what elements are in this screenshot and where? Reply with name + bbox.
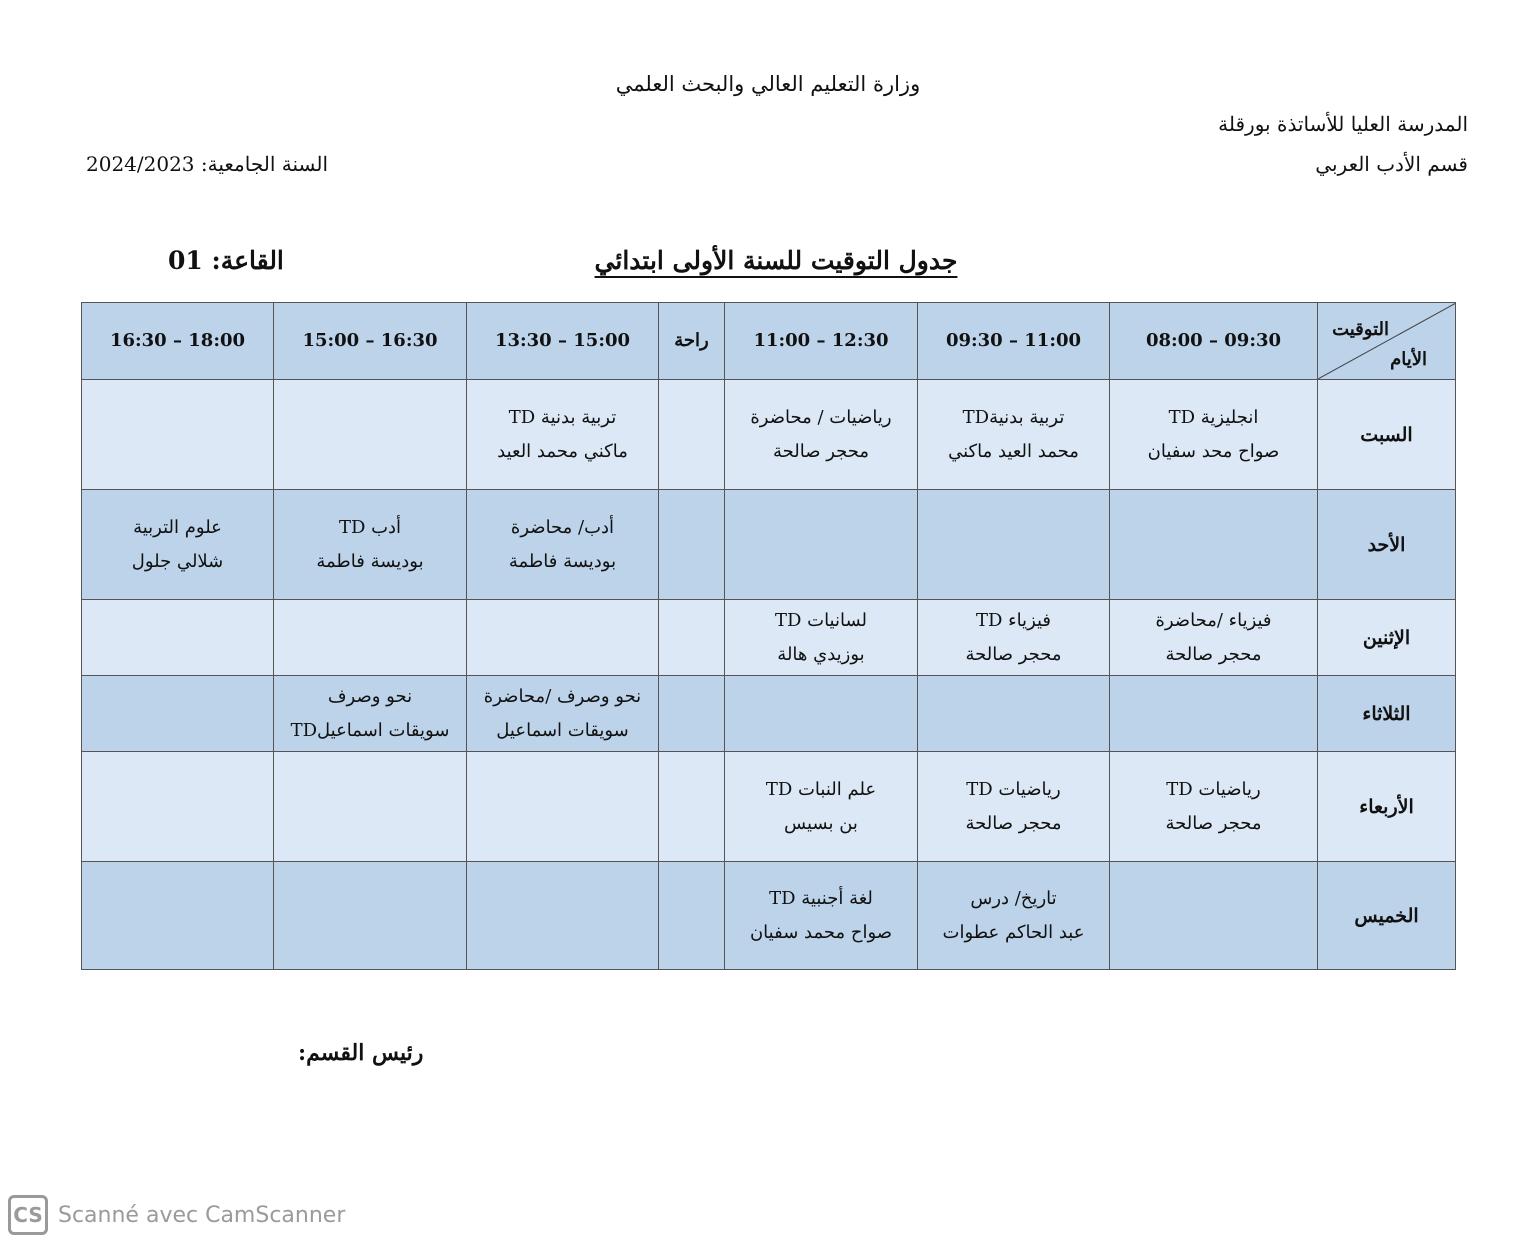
timetable-title: جدول التوقيت للسنة الأولى ابتدائي [594, 246, 958, 275]
session-cell [274, 380, 467, 490]
session-cell [274, 490, 467, 600]
break-cell [659, 380, 725, 490]
break-cell [659, 676, 725, 752]
session-cell [1110, 676, 1318, 752]
session-teacher: ماكني محمد العيد [497, 440, 628, 462]
session-cell [1110, 380, 1318, 490]
corner-time-label: التوقيت [1332, 319, 1389, 340]
session-teacher: بوديسة فاطمة [316, 550, 424, 572]
session-cell [725, 862, 918, 970]
session-cell [918, 490, 1110, 600]
session-teacher: محمد العيد ماكني [948, 440, 1079, 462]
timetable [81, 302, 1456, 970]
session-teacher: عبد الحاكم عطوات [942, 921, 1085, 943]
day-cell: الأحد [1318, 490, 1456, 600]
session-cell [467, 676, 659, 752]
session-course: لسانيات TD [774, 609, 868, 631]
session-course: تربية بدنيةTD [962, 406, 1065, 428]
session-cell [82, 490, 274, 600]
timetable-row [82, 676, 1456, 752]
department-name: قسم الأدب العربي [1315, 152, 1468, 176]
break-header-cell: راحة [659, 303, 725, 380]
session-cell [82, 752, 274, 862]
camscanner-watermark [8, 1195, 345, 1235]
day-cell: الخميس [1318, 862, 1456, 970]
session-teacher: محجر صالحة [772, 440, 870, 462]
time-slot-header: 11:00 – 09:30 [918, 303, 1110, 380]
session-cell [725, 676, 918, 752]
department-chief-label: رئيس القسم: [298, 1040, 424, 1066]
session-teacher: بوديسة فاطمة [508, 550, 617, 572]
session-cell [82, 380, 274, 490]
day-cell: السبت [1318, 380, 1456, 490]
session-cell [274, 676, 467, 752]
time-slot-header: 16:30 – 15:00 [274, 303, 467, 380]
session-teacher: صواح محمد سفيان [749, 921, 893, 943]
session-cell [918, 600, 1110, 676]
session-course: نحو وصرف /محاضرة [483, 685, 642, 707]
session-cell [467, 862, 659, 970]
session-course: رياضيات TD [1166, 778, 1261, 800]
session-teacher: محجر صالحة [1165, 643, 1262, 665]
timetable-row [82, 380, 1456, 490]
session-cell [274, 752, 467, 862]
session-course: تاريخ/ درس [970, 887, 1057, 909]
time-slot-header: 18:00 – 16:30 [82, 303, 274, 380]
session-course: لغة أجنبية TD [769, 887, 873, 909]
day-cell: الإثنين [1318, 600, 1456, 676]
session-cell [1110, 752, 1318, 862]
day-cell: الأربعاء [1318, 752, 1456, 862]
session-cell [274, 600, 467, 676]
timetable-row [82, 490, 1456, 600]
timetable-row [82, 752, 1456, 862]
session-cell [725, 600, 918, 676]
timetable-row [82, 600, 1456, 676]
break-cell [659, 600, 725, 676]
session-cell [1110, 862, 1318, 970]
session-course: انجليزية TD [1168, 406, 1259, 428]
academic-year: السنة الجامعية: 2024/2023 [86, 152, 329, 176]
break-cell [659, 490, 725, 600]
session-teacher: محجر صالحة [965, 643, 1062, 665]
session-cell [274, 862, 467, 970]
session-cell [725, 752, 918, 862]
timetable-row [82, 862, 1456, 970]
session-course: أدب/ محاضرة [510, 516, 615, 538]
session-cell [1110, 490, 1318, 600]
camscanner-logo-icon: CS [8, 1195, 48, 1235]
time-slot-header: 12:30 – 11:00 [725, 303, 918, 380]
timetable-header-row [82, 303, 1456, 380]
session-cell [467, 752, 659, 862]
time-slot-header: 15:00 – 13:30 [467, 303, 659, 380]
session-course: تربية بدنية TD [508, 406, 617, 428]
session-course: رياضيات TD [966, 778, 1061, 800]
session-cell [725, 380, 918, 490]
session-cell [918, 676, 1110, 752]
session-cell [467, 490, 659, 600]
session-cell [1110, 600, 1318, 676]
session-teacher: سويقات اسماعيل [496, 719, 629, 741]
session-cell [467, 380, 659, 490]
session-cell [918, 380, 1110, 490]
session-course: علوم التربية [133, 516, 222, 538]
session-course: رياضيات / محاضرة [750, 406, 892, 428]
session-course: أدب TD [338, 516, 402, 538]
session-cell [82, 600, 274, 676]
session-cell [467, 600, 659, 676]
session-cell [918, 752, 1110, 862]
time-slot-header: 09:30 – 08:00 [1110, 303, 1318, 380]
session-teacher: صواح محد سفيان [1147, 440, 1280, 462]
corner-days-label: الأيام [1390, 349, 1427, 370]
day-cell: الثلاثاء [1318, 676, 1456, 752]
session-teacher: بن بسيس [784, 812, 858, 834]
session-teacher: محجر صالحة [965, 812, 1062, 834]
break-cell [659, 862, 725, 970]
session-course: فيزياء TD [975, 609, 1052, 631]
session-course: فيزياء /محاضرة [1155, 609, 1272, 631]
session-teacher: بوزيدي هالة [777, 643, 865, 665]
session-teacher: شلالي جلول [131, 550, 224, 572]
room-label: القاعة: 01 [168, 246, 284, 275]
session-teacher: سويقات اسماعيلTD [290, 719, 450, 741]
corner-header-cell [1318, 303, 1456, 380]
session-cell [918, 862, 1110, 970]
session-teacher: محجر صالحة [1165, 812, 1262, 834]
session-cell [82, 862, 274, 970]
break-cell [659, 752, 725, 862]
session-cell [725, 490, 918, 600]
session-course: نحو وصرف [327, 685, 413, 707]
camscanner-text: Scanné avec CamScanner [58, 1202, 346, 1228]
school-name: المدرسة العليا للأساتذة بورقلة [1218, 112, 1468, 136]
session-cell [82, 676, 274, 752]
session-course: علم النبات TD [765, 778, 877, 800]
ministry-name: وزارة التعليم العالي والبحث العلمي [615, 72, 921, 96]
